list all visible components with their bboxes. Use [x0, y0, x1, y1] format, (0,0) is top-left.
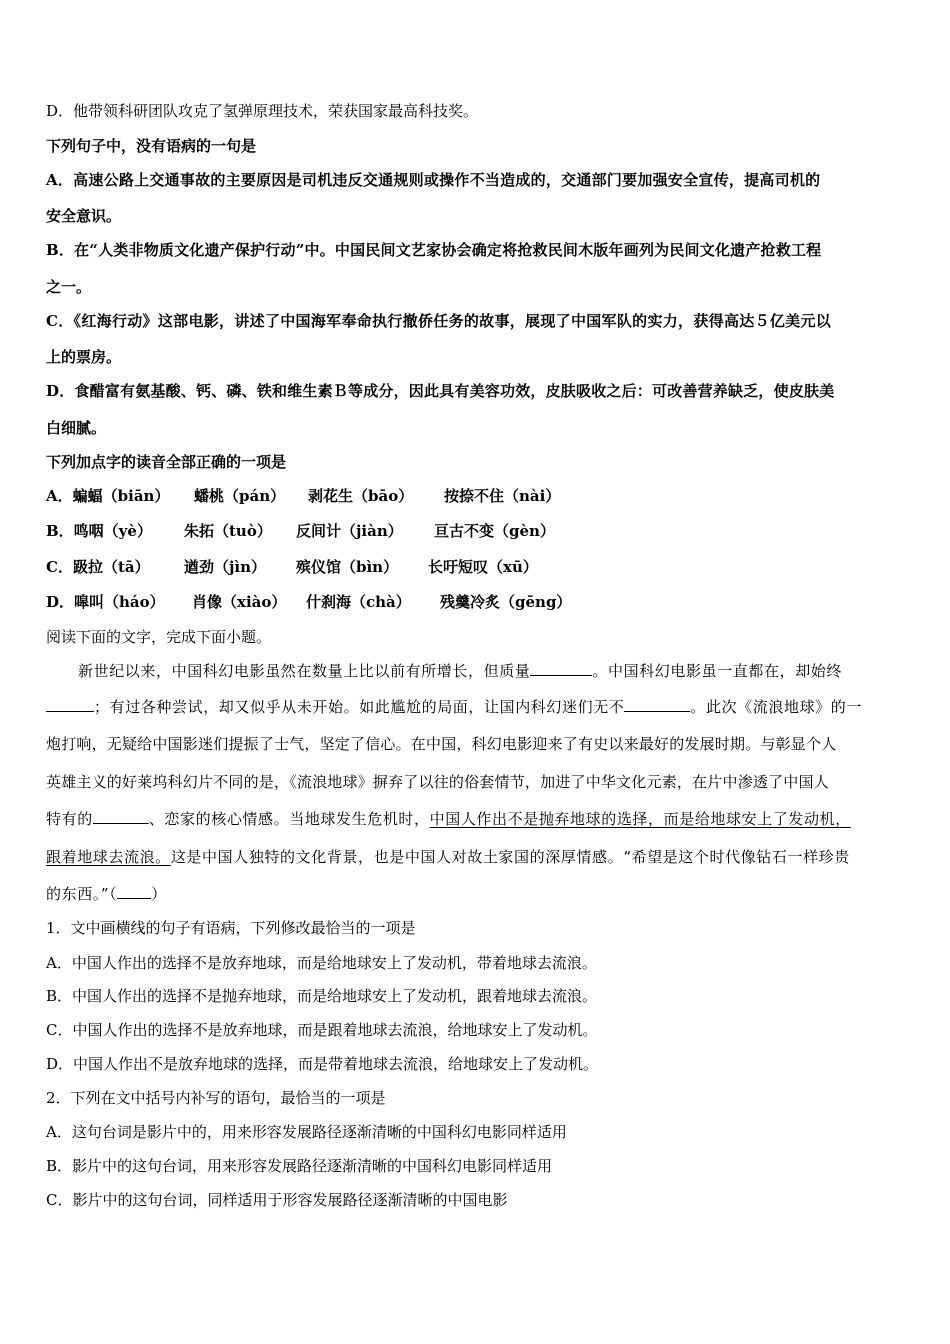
pinyin-item: 亘古不变（gèn）: [434, 522, 555, 540]
pinyin-item: B．鸣咽（yè）: [46, 522, 152, 540]
pinyin-question-stem: 下列加点字的读音全部正确的一项是: [46, 453, 287, 471]
grammar-option-a-line1: A．高速公路上交通事故的主要原因是司机违反交通规则或操作不当造成的，交通部门要加强安全宣传，提高司机的: [46, 171, 821, 189]
passage-line-2: [46, 697, 908, 717]
passage-text: ）: [151, 885, 167, 903]
q2-stem: 2．下列在文中括号内补写的语句，最恰当的一项是: [46, 1089, 386, 1107]
passage-text: 这是中国人独特的文化背景，也是中国人对故土家国的深厚情感。“希望是这个时代像钻石一样珍贵: [170, 848, 850, 866]
pinyin-item: D．嗥叫（háo）: [46, 593, 165, 611]
pinyin-option-c: [46, 557, 908, 577]
pinyin-item: C．趿拉（tā）: [46, 558, 150, 576]
grammar-option-b-line2: 之一。: [46, 278, 92, 296]
fill-blank: [530, 661, 592, 676]
passage-text: ；有过各种尝试，却又似乎从未开始。如此尴尬的局面，让国内科幻迷们无不: [94, 698, 625, 716]
pinyin-item: 朱拓（tuò）: [184, 522, 272, 540]
q2-option-b: B．影片中的这句台词，用来形容发展路径逐渐清晰的中国科幻电影同样适用: [46, 1157, 553, 1175]
grammar-option-d-line1: D．食醋富有氨基酸、钙、磷、铁和维生素Ｂ等成分，因此具有美容功效，皮肤吸收之后：可改善营养缺乏，使皮肤美: [46, 382, 835, 400]
pinyin-item: 蟠桃（pán）: [194, 487, 286, 505]
pinyin-item: 什刹海（chà）: [306, 593, 411, 611]
reading-intro: 阅读下面的文字，完成下面小题。: [46, 628, 272, 646]
pinyin-item: 长吁短叹（xū）: [428, 558, 538, 576]
fill-blank: [93, 809, 149, 824]
grammar-option-b-line1: B．在“人类非物质文化遗产保护行动”中。中国民间文艺家协会确定将抢救民间木版年画列为民间文化遗产抢救工程: [46, 241, 822, 259]
prev-question-option-d: D．他带领科研团队攻克了氢弹原理技术，荣获国家最高科技奖。: [46, 102, 479, 120]
passage-line-3: 炮打响，无疑给中国影迷们提振了士气，坚定了信心。在中国，科幻电影迎来了有史以来最好的发展时期。与彰显个人: [46, 735, 837, 753]
q1-stem: 1．文中画横线的句子有语病，下列修改最恰当的一项是: [46, 919, 416, 937]
q1-option-c: C．中国人作出的选择不是放弃地球，而是跟着地球去流浪，给地球安上了发动机。: [46, 1021, 598, 1039]
q1-option-d: D．中国人作出不是放弃地球的选择，而是带着地球去流浪，给地球安上了发动机。: [46, 1055, 599, 1073]
underlined-sentence: 跟着地球去流浪。: [46, 848, 171, 866]
underlined-sentence: 中国人作出不是抛弃地球的选择，而是给地球安上了发动机，: [429, 810, 851, 828]
passage-line-7: [46, 884, 908, 904]
pinyin-item: 按捺不住（nài）: [444, 487, 561, 505]
grammar-option-c-line1: C．《红海行动》这部电影，讲述了中国海军奉命执行撤侨任务的故事，展现了中国军队的实力，获得高达５亿美元以: [46, 312, 832, 330]
passage-text: 、恋家的核心情感。当地球发生危机时，: [148, 810, 430, 828]
pinyin-item: 反间计（jiàn）: [296, 522, 403, 540]
pinyin-item: 遒劲（jìn）: [184, 558, 267, 576]
fill-blank: [624, 697, 690, 712]
passage-line-5: [46, 809, 908, 829]
passage-line-4: 英雄主义的好莱坞科幻片不同的是，《流浪地球》摒弃了以往的俗套情节，加进了中华文化元素，在片中渗透了中国人: [46, 773, 829, 791]
fill-blank: [46, 697, 94, 712]
pinyin-item: 残羹冷炙（gēng）: [440, 593, 572, 611]
grammar-option-c-line2: 上的票房。: [46, 348, 122, 366]
fill-blank: [117, 884, 151, 899]
passage-text: 新世纪以来，中国科幻电影虽然在数量上比以前有所增长，但质量: [78, 662, 531, 680]
pinyin-item: A．蝙蝠（biān）: [46, 487, 170, 505]
passage-text: 的东西。”（: [46, 885, 118, 903]
passage-line-6: [46, 847, 908, 867]
grammar-option-a-line2: 安全意识。: [46, 207, 122, 225]
pinyin-item: 剥花生（bāo）: [308, 487, 414, 505]
q1-option-b: B．中国人作出的选择不是抛弃地球，而是给地球安上了发动机，跟着地球去流浪。: [46, 987, 598, 1005]
passage-text: 。此次《流浪地球》的一: [690, 698, 863, 716]
q2-option-a: A．这句台词是影片中的，用来形容发展路径逐渐清晰的中国科幻电影同样适用: [46, 1123, 567, 1141]
passage-line-1: [78, 661, 908, 681]
pinyin-option-a: [46, 486, 908, 506]
pinyin-option-b: [46, 521, 908, 541]
grammar-question-stem: 下列句子中，没有语病的一句是: [46, 137, 257, 155]
passage-text: 。中国科幻电影虽一直都在，却始终: [592, 662, 843, 680]
pinyin-item: 殡仪馆（bìn）: [296, 558, 399, 576]
q2-option-c: C．影片中的这句台词，同样适用于形容发展路径逐渐清晰的中国电影: [46, 1191, 508, 1209]
pinyin-option-d: [46, 592, 908, 612]
pinyin-item: 肖像（xiào）: [192, 593, 287, 611]
grammar-option-d-line2: 白细腻。: [46, 419, 107, 437]
q1-option-a: A．中国人作出的选择不是放弃地球，而是给地球安上了发动机，带着地球去流浪。: [46, 954, 597, 972]
passage-text: 特有的: [46, 810, 93, 828]
